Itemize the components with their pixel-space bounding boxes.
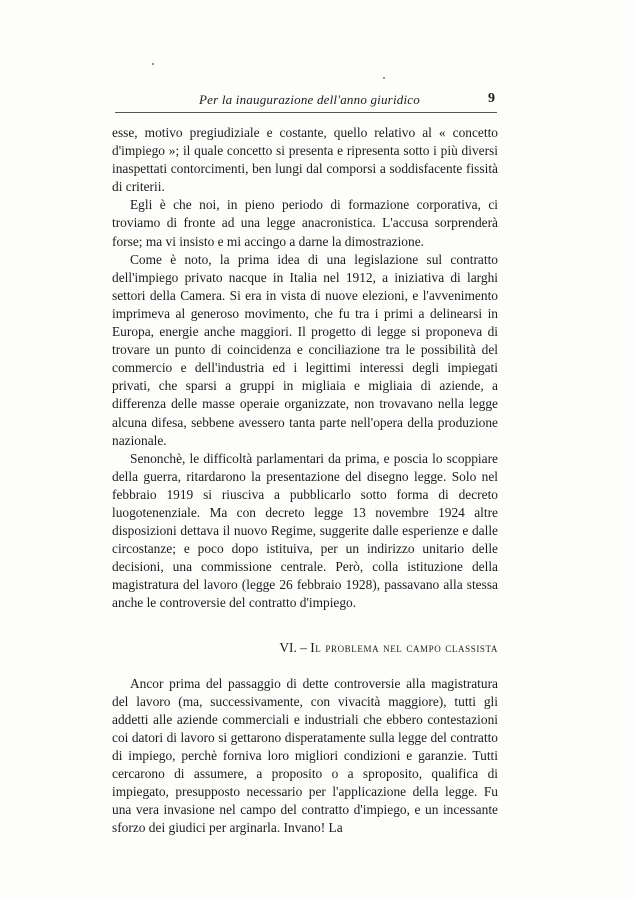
page-header [115, 90, 497, 113]
page-number: 9 [488, 91, 495, 106]
section-number: VI. – [279, 639, 307, 655]
running-title: Per la inaugurazione dell'anno giuridico [199, 92, 420, 107]
paragraph-continuation: esse, motivo pregiudiziale e costante, quello relativo al « concetto d'impiego »; il quale concetto si presenta e ripresenta sotto i più diversi inaspettati contorcimenti, ben lungi dal comporsi a soddisfacente fissità di criterii. [112, 125, 498, 195]
section-heading [112, 639, 498, 657]
body-text [112, 124, 498, 837]
paragraph: Come è noto, la prima idea di una legislazione sul contratto dell'impiego privato nacque in Italia nel 1912, a iniziativa di larghi settori della Camera. Si era in vista di nuove elezioni, e l'avvenimento imprimeva al generoso movimento, che fu tra i primi a delinearsi in Europa, energie anche maggiori. Il progetto di legge si proponeva di trovare un punto di coincidenza e conciliazione tra le possibilità del commercio e dell'industria ed i legittimi interessi degli impiegati privati, che sparsi a gruppi in migliaia e migliaia di aziende, a differenza delle masse operaie organizzate, non trovavano nella legge alcuna difesa, sebbene avessero tanta parte nell'opera della produzione nazionale. [112, 251, 498, 448]
paragraph: Ancor prima del passaggio di dette controversie alla magistratura del lavoro (ma, successivamente, con vivacità maggiore), tutti gli addetti alle aziende commerciali e industriali che ebbero contestazioni coi datori di lavoro si gettarono disperatamente sulla legge del contratto di impiego, perchè forniva loro migliori condizioni e garanzie. Tutti cercarono di assumere, a proposito o a sproposito, qualifica di impiegato, presupposto necessario per l'applicazione della legge. Fu una vera invasione nel campo del contratto d'impiego, e un incessante sforzo dei giudici per arginarla. Invano! La [112, 675, 498, 836]
paragraph: Egli è che noi, in pieno periodo di formazione corporativa, ci troviamo di fronte ad una legge anacronistica. L'accusa sorprenderà forse; ma vi insisto e mi accingo a darne la dimostrazione. [112, 197, 498, 249]
section-title: Il problema nel campo classista [310, 639, 498, 655]
paper-speck [152, 63, 154, 65]
paper-speck [383, 77, 385, 79]
paragraph: Senonchè, le difficoltà parlamentari da prima, e poscia lo scoppiare della guerra, ritardarono la presentazione del disegno legge. Solo nel febbraio 1919 si riusciva a pubblicarlo sotto forma di decreto luogotenenziale. Ma con decreto legge 13 novembre 1924 altre disposizioni dettava il nuovo Regime, suggerite dalle esperienze e dalle circostanze; e poco dopo istituiva, per un indirizzo unitario delle decisioni, una commissione centrale. Però, colla istituzione della magistratura del lavoro (legge 26 febbraio 1928), passavano alla stessa anche le controversie del contratto d'impiego. [112, 450, 498, 611]
